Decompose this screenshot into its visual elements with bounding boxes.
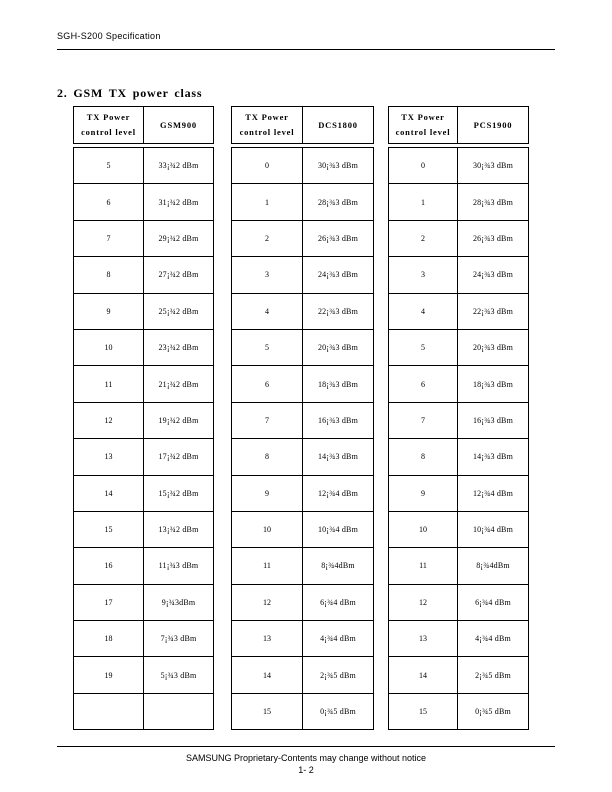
table-row [232,220,374,256]
col-header-line1: TX Power [401,112,445,122]
power-level-cell: 15 [232,693,303,729]
power-value-cell: 24¡¾3 dBm [303,257,374,293]
power-value-cell: 6¡¾4 dBm [303,584,374,620]
table-row [74,439,214,475]
power-value-cell: 20¡¾3 dBm [458,329,529,365]
power-level-cell: 16 [74,548,144,584]
col-header-line1: TX Power [245,112,289,122]
power-level-cell: 8 [74,257,144,293]
col-header-line2: control level [81,127,136,137]
table-row [389,621,529,657]
power-value-cell: 20¡¾3 dBm [303,329,374,365]
power-value-cell: 18¡¾3 dBm [458,366,529,402]
table-row [74,220,214,256]
footer-rule [57,746,555,747]
power-value-cell: 2¡¾5 dBm [303,657,374,693]
power-level-cell: 4 [389,293,458,329]
power-value-cell: 16¡¾3 dBm [458,402,529,438]
power-value-cell: 10¡¾4 dBm [458,511,529,547]
power-value-cell: 14¡¾3 dBm [303,439,374,475]
power-level-cell: 14 [232,657,303,693]
power-value-cell: 30¡¾3 dBm [303,148,374,184]
power-value-cell: 8¡¾4dBm [458,548,529,584]
power-value-cell: 21¡¾2 dBm [144,366,214,402]
power-value-cell: 31¡¾2 dBm [144,184,214,220]
table-row [232,293,374,329]
power-value-cell: 29¡¾2 dBm [144,220,214,256]
col-header-line2: control level [395,127,451,137]
table-row [389,148,529,184]
power-level-cell: 1 [232,184,303,220]
power-level-cell: 6 [232,366,303,402]
power-level-cell: 1 [389,184,458,220]
table-row [74,366,214,402]
power-value-cell: 26¡¾3 dBm [458,220,529,256]
table-row [74,475,214,511]
table-row [389,329,529,365]
table-row [389,257,529,293]
power-value-cell: 25¡¾2 dBm [144,293,214,329]
power-level-cell: 11 [232,548,303,584]
table-row [389,439,529,475]
col-header-band: DCS1800 [303,107,374,144]
power-value-cell: 7¡¾3 dBm [144,621,214,657]
table-row [389,366,529,402]
table-row [74,148,214,184]
power-value-cell: 6¡¾4 dBm [458,584,529,620]
power-value-cell: 16¡¾3 dBm [303,402,374,438]
power-level-cell: 12 [232,584,303,620]
power-level-cell: 15 [389,693,458,729]
page-number: 1- 2 [298,765,314,775]
power-level-cell: 5 [232,329,303,365]
power-value-cell: 10¡¾4 dBm [303,511,374,547]
power-value-cell: 17¡¾2 dBm [144,439,214,475]
power-level-cell: 7 [232,402,303,438]
power-value-cell: 23¡¾2 dBm [144,329,214,365]
table-row [232,475,374,511]
power-value-cell: 28¡¾3 dBm [303,184,374,220]
power-value-cell: 13¡¾2 dBm [144,511,214,547]
power-level-cell: 13 [389,621,458,657]
power-level-cell: 5 [389,329,458,365]
power-level-cell: 5 [74,148,144,184]
power-level-cell: 12 [74,402,144,438]
power-level-cell: 10 [232,511,303,547]
table-row [232,693,374,729]
power-level-cell: 17 [74,584,144,620]
col-header-line2: control level [239,127,295,137]
table-row [389,293,529,329]
table-row [74,621,214,657]
power-value-cell: 9¡¾3dBm [144,584,214,620]
table-row [232,621,374,657]
power-value-cell: 4¡¾4 dBm [303,621,374,657]
table-row [232,257,374,293]
power-value-cell: 0¡¾5 dBm [458,693,529,729]
power-level-cell: 13 [74,439,144,475]
section-title: 2. GSM TX power class [57,86,203,100]
table-row [389,693,529,729]
power-value-cell: 26¡¾3 dBm [303,220,374,256]
table-row [232,584,374,620]
power-value-cell: 30¡¾3 dBm [458,148,529,184]
power-level-cell [74,693,144,729]
running-header: SGH-S200 Specification [57,31,161,41]
table-row [232,511,374,547]
power-value-cell: 8¡¾4dBm [303,548,374,584]
power-level-cell: 4 [232,293,303,329]
power-value-cell: 24¡¾3 dBm [458,257,529,293]
table-row [74,584,214,620]
power-level-cell: 3 [389,257,458,293]
table-row [74,402,214,438]
col-header-band: PCS1900 [458,107,529,144]
power-value-cell: 12¡¾4 dBm [458,475,529,511]
power-value-cell: 19¡¾2 dBm [144,402,214,438]
table-row [389,402,529,438]
power-level-cell: 10 [389,511,458,547]
table-row [389,657,529,693]
power-value-cell: 22¡¾3 dBm [303,293,374,329]
power-value-cell: 2¡¾5 dBm [458,657,529,693]
power-level-cell: 0 [232,148,303,184]
gsm900-power-table [73,106,214,730]
power-value-cell: 12¡¾4 dBm [303,475,374,511]
power-level-cell: 18 [74,621,144,657]
table-row [389,475,529,511]
power-level-cell: 11 [74,366,144,402]
power-value-cell: 4¡¾4 dBm [458,621,529,657]
power-level-cell: 12 [389,584,458,620]
pcs1900-power-table [388,106,529,730]
col-header-tx-power-level [74,107,144,144]
table-row [74,257,214,293]
table-row [74,329,214,365]
table-row [74,657,214,693]
header-rule [57,49,555,50]
table-row [389,548,529,584]
power-value-cell: 28¡¾3 dBm [458,184,529,220]
table-row [232,184,374,220]
table-row [389,511,529,547]
col-header-tx-power-level [389,107,458,144]
power-value-cell [144,693,214,729]
power-level-cell: 9 [232,475,303,511]
col-header-line1: TX Power [86,112,131,122]
power-value-cell: 15¡¾2 dBm [144,475,214,511]
power-level-cell: 15 [74,511,144,547]
power-value-cell: 33¡¾2 dBm [144,148,214,184]
table-row [389,184,529,220]
table-row [232,148,374,184]
table-row [232,657,374,693]
table-row [74,293,214,329]
power-level-cell: 9 [74,293,144,329]
power-level-cell: 14 [74,475,144,511]
table-row [232,366,374,402]
power-level-cell: 10 [74,329,144,365]
power-level-cell: 0 [389,148,458,184]
power-value-cell: 27¡¾2 dBm [144,257,214,293]
power-level-cell: 14 [389,657,458,693]
power-value-cell: 11¡¾3 dBm [144,548,214,584]
power-level-cell: 2 [389,220,458,256]
power-level-cell: 8 [232,439,303,475]
table-row [74,693,214,729]
power-level-cell: 6 [389,366,458,402]
power-level-cell: 13 [232,621,303,657]
power-level-cell: 7 [389,402,458,438]
power-value-cell: 0¡¾5 dBm [303,693,374,729]
footer-notice: SAMSUNG Proprietary-Contents may change without notice [185,753,427,763]
power-level-cell: 6 [74,184,144,220]
power-value-cell: 22¡¾3 dBm [458,293,529,329]
table-row [74,511,214,547]
power-level-cell: 8 [389,439,458,475]
col-header-band: GSM900 [144,107,214,144]
power-value-cell: 18¡¾3 dBm [303,366,374,402]
table-row [232,439,374,475]
col-header-tx-power-level [232,107,303,144]
table-row [74,548,214,584]
power-value-cell: 5¡¾3 dBm [144,657,214,693]
power-value-cell: 14¡¾3 dBm [458,439,529,475]
dcs1800-power-table [231,106,374,730]
power-level-cell: 9 [389,475,458,511]
table-row [232,329,374,365]
table-row [232,548,374,584]
table-row [232,402,374,438]
table-row [74,184,214,220]
power-level-cell: 3 [232,257,303,293]
power-level-cell: 7 [74,220,144,256]
table-row [389,584,529,620]
power-level-cell: 19 [74,657,144,693]
table-row [389,220,529,256]
power-level-cell: 11 [389,548,458,584]
power-level-cell: 2 [232,220,303,256]
